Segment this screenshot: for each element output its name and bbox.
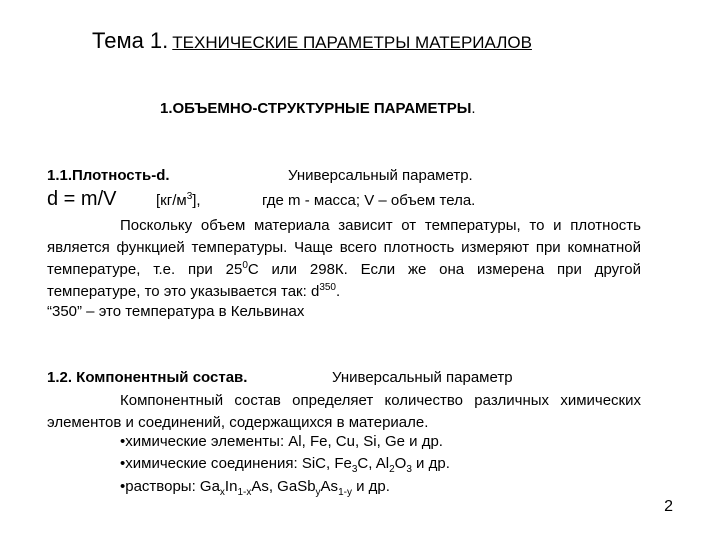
density-paragraph-main: Поскольку объем материала зависит от температуры, то и плотность является функцией температуры. Чаще всего плотность измеряют при комнатной температуре, т.е. при 25 (47, 217, 641, 278)
units-post: ], (192, 192, 201, 209)
density-paragraph-after-degree: С или 298К. Если же она измерена при другой температуре, то это указывается так: d (47, 261, 641, 300)
solutions-sub-2: 1-x (237, 487, 252, 498)
composition-paragraph (47, 390, 641, 434)
density-heading-note: Универсальный параметр. (288, 167, 473, 184)
solutions-suffix: и др. (351, 478, 390, 495)
slide-title (92, 28, 532, 54)
compounds-sub-1: 3 (351, 464, 358, 475)
compounds-mid-2: O (394, 455, 407, 472)
solutions-sub-4: 1-y (338, 487, 352, 498)
bullet-elements: •химические элементы: Al, Fe, Cu, Si, Ge и др. (120, 433, 443, 450)
density-heading: 1.1.Плотность-d. (47, 167, 170, 184)
solutions-sub-3: y (315, 487, 321, 498)
density-paragraph-end: . (336, 283, 341, 300)
compounds-mid-1: C, Al (357, 455, 390, 472)
composition-heading-note: Универсальный параметр (332, 369, 513, 386)
subtitle-text: 1.ОБЪЕМНО-СТРУКТУРНЫЕ ПАРАМЕТРЫ (160, 100, 472, 117)
degree-superscript: 0 (242, 260, 248, 271)
density-legend: где m - масса; V – объем тела. (262, 192, 476, 209)
composition-paragraph-text: Компонентный состав определяет количество различных химических элементов и соединений, содержащихся в материале. (47, 392, 641, 431)
composition-heading: 1.2. Компонентный состав. (47, 369, 248, 386)
subtitle-period: . (471, 100, 476, 117)
density-closing: “350” – это температура в Кельвинах (47, 303, 305, 320)
solutions-mid-3: As (320, 478, 339, 495)
density-paragraph (47, 215, 641, 303)
density-formula: d = m/V (47, 188, 117, 210)
page-number: 2 (664, 498, 673, 515)
temperature-superscript: 350 (319, 282, 336, 293)
solutions-mid-1: In (224, 478, 238, 495)
units-exp: 3 (186, 191, 193, 202)
compounds-sub-2: 2 (389, 464, 395, 475)
solutions-prefix: •растворы: Ga (120, 478, 220, 495)
compounds-prefix: •химические соединения: SiC, Fe (120, 455, 352, 472)
section-subtitle (160, 100, 476, 117)
solutions-mid-2: As, GaSb (251, 478, 316, 495)
compounds-sub-3: 3 (406, 464, 412, 475)
solutions-sub-1: x (219, 487, 225, 498)
compounds-suffix: и др. (411, 455, 450, 472)
units-pre: [кг/м (156, 192, 187, 209)
bullet-compounds (120, 455, 450, 475)
bullet-solutions (120, 478, 390, 498)
density-units (156, 192, 201, 209)
title-lead: Тема 1. (92, 28, 169, 53)
title-main: ТЕХНИЧЕСКИЕ ПАРАМЕТРЫ МАТЕРИАЛОВ (172, 33, 532, 52)
